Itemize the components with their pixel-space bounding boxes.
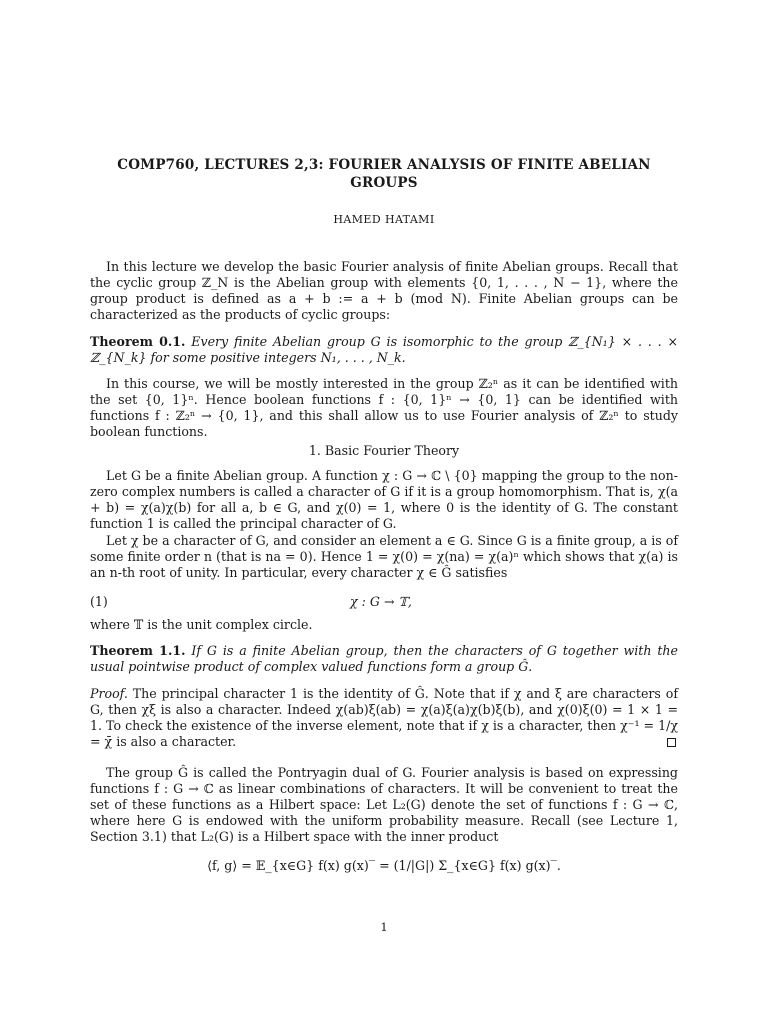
character-paragraph xyxy=(90,468,678,532)
pontryagin-text: The group Ĝ is called the Pontryagin dual of G. Fourier analysis is based on expressing functions f : G → ℂ as linear combinations of characters. It will be convenient to treat the set of these functions as a Hilbert space: Let L₂(G) denote the set of functions f : G → ℂ, where here G is endowed with the uniform probability measure. Recall (see Lecture 1, Section 3.1) that L₂(G) is a Hilbert space with the inner product xyxy=(90,765,678,844)
proof-label: Proof. xyxy=(90,686,128,701)
qed-square-icon xyxy=(667,738,676,747)
theorem-1-1-label: Theorem 1.1. xyxy=(90,643,186,658)
theorem-1-1 xyxy=(90,643,678,675)
theorem-1-1-text: If G is a finite Abelian group, then the characters of G together with the usual pointwise product of complex valued functions form a group Ĝ. xyxy=(90,643,678,674)
z2n-paragraph xyxy=(90,376,678,440)
equation-1: χ : G → 𝕋, xyxy=(350,594,412,609)
proof-text: The principal character 1 is the identity of Ĝ. Note that if χ and ξ are characters of G, then χξ is also a character. Indeed χ(ab)ξ(ab) = χ(a)ξ(a)χ(b)ξ(b), and χ(0)ξ(0) = 1 × 1 = 1. To check the existence of the inverse element, note that if χ is a character, then χ⁻¹ = 1/χ = χ̄ is also a character. xyxy=(90,686,678,749)
unit-circle-text: where 𝕋 is the unit complex circle. xyxy=(90,617,313,632)
inner-product-equation: ⟨f, g⟩ = 𝔼_{x∈G} f(x) g(x)‾ = (1/|G|) Σ_{x∈G} f(x) g(x)‾. xyxy=(207,858,561,873)
theorem-0-1-text: Every finite Abelian group G is isomorphic to the group ℤ_{N₁} × . . . × ℤ_{N_k} for some positive integers N₁, . . . , N_k. xyxy=(90,334,678,365)
theorem-0-1-label: Theorem 0.1. xyxy=(90,334,186,349)
proof-paragraph xyxy=(90,686,678,750)
theorem-0-1 xyxy=(90,334,678,366)
equation-1-label: (1) xyxy=(90,594,108,609)
pontryagin-paragraph xyxy=(90,765,678,845)
character-text: Let G be a finite Abelian group. A function χ : G → ℂ \ {0} mapping the group to the non-zero complex numbers is called a character of G if it is a group homomorphism. That is, χ(a + b) = χ(a)χ(b) for all a, b ∈ G, and χ(0) = 1, where 0 is the identity of G. The constant function 1 is called the principal character of G. xyxy=(90,468,678,531)
intro-text: In this lecture we develop the basic Fourier analysis of finite Abelian groups. Recall that the cyclic group ℤ_N is the Abelian group with elements {0, 1, . . . , N − 1}, where the group product is defined as a + b := a + b (mod N). Finite Abelian groups can be characterized as the products of cyclic groups: xyxy=(90,259,678,322)
paper-title: COMP760, LECTURES 2,3: FOURIER ANALYSIS OF FINITE ABELIAN GROUPS xyxy=(117,157,651,191)
intro-paragraph xyxy=(90,259,678,323)
order-paragraph xyxy=(90,533,678,581)
unit-circle-paragraph xyxy=(90,617,678,633)
author-name: HAMED HATAMI xyxy=(333,213,435,226)
z2n-text: In this course, we will be mostly interested in the group ℤ₂ⁿ as it can be identified with the set {0, 1}ⁿ. Hence boolean functions f : {0, 1}ⁿ → {0, 1} can be identified with functions f : ℤ₂ⁿ → {0, 1}, and this shall allow us to use Fourier analysis of ℤ₂ⁿ to study boolean functions. xyxy=(90,376,678,439)
page-number: 1 xyxy=(380,920,388,934)
section-heading: 1. Basic Fourier Theory xyxy=(308,443,460,458)
order-text: Let χ be a character of G, and consider an element a ∈ G. Since G is a finite group, a is of some finite order n (that is na = 0). Hence 1 = χ(0) = χ(na) = χ(a)ⁿ which shows that χ(a) is an n-th root of unity. In particular, every character χ ∈ Ĝ satisfies xyxy=(90,533,678,580)
